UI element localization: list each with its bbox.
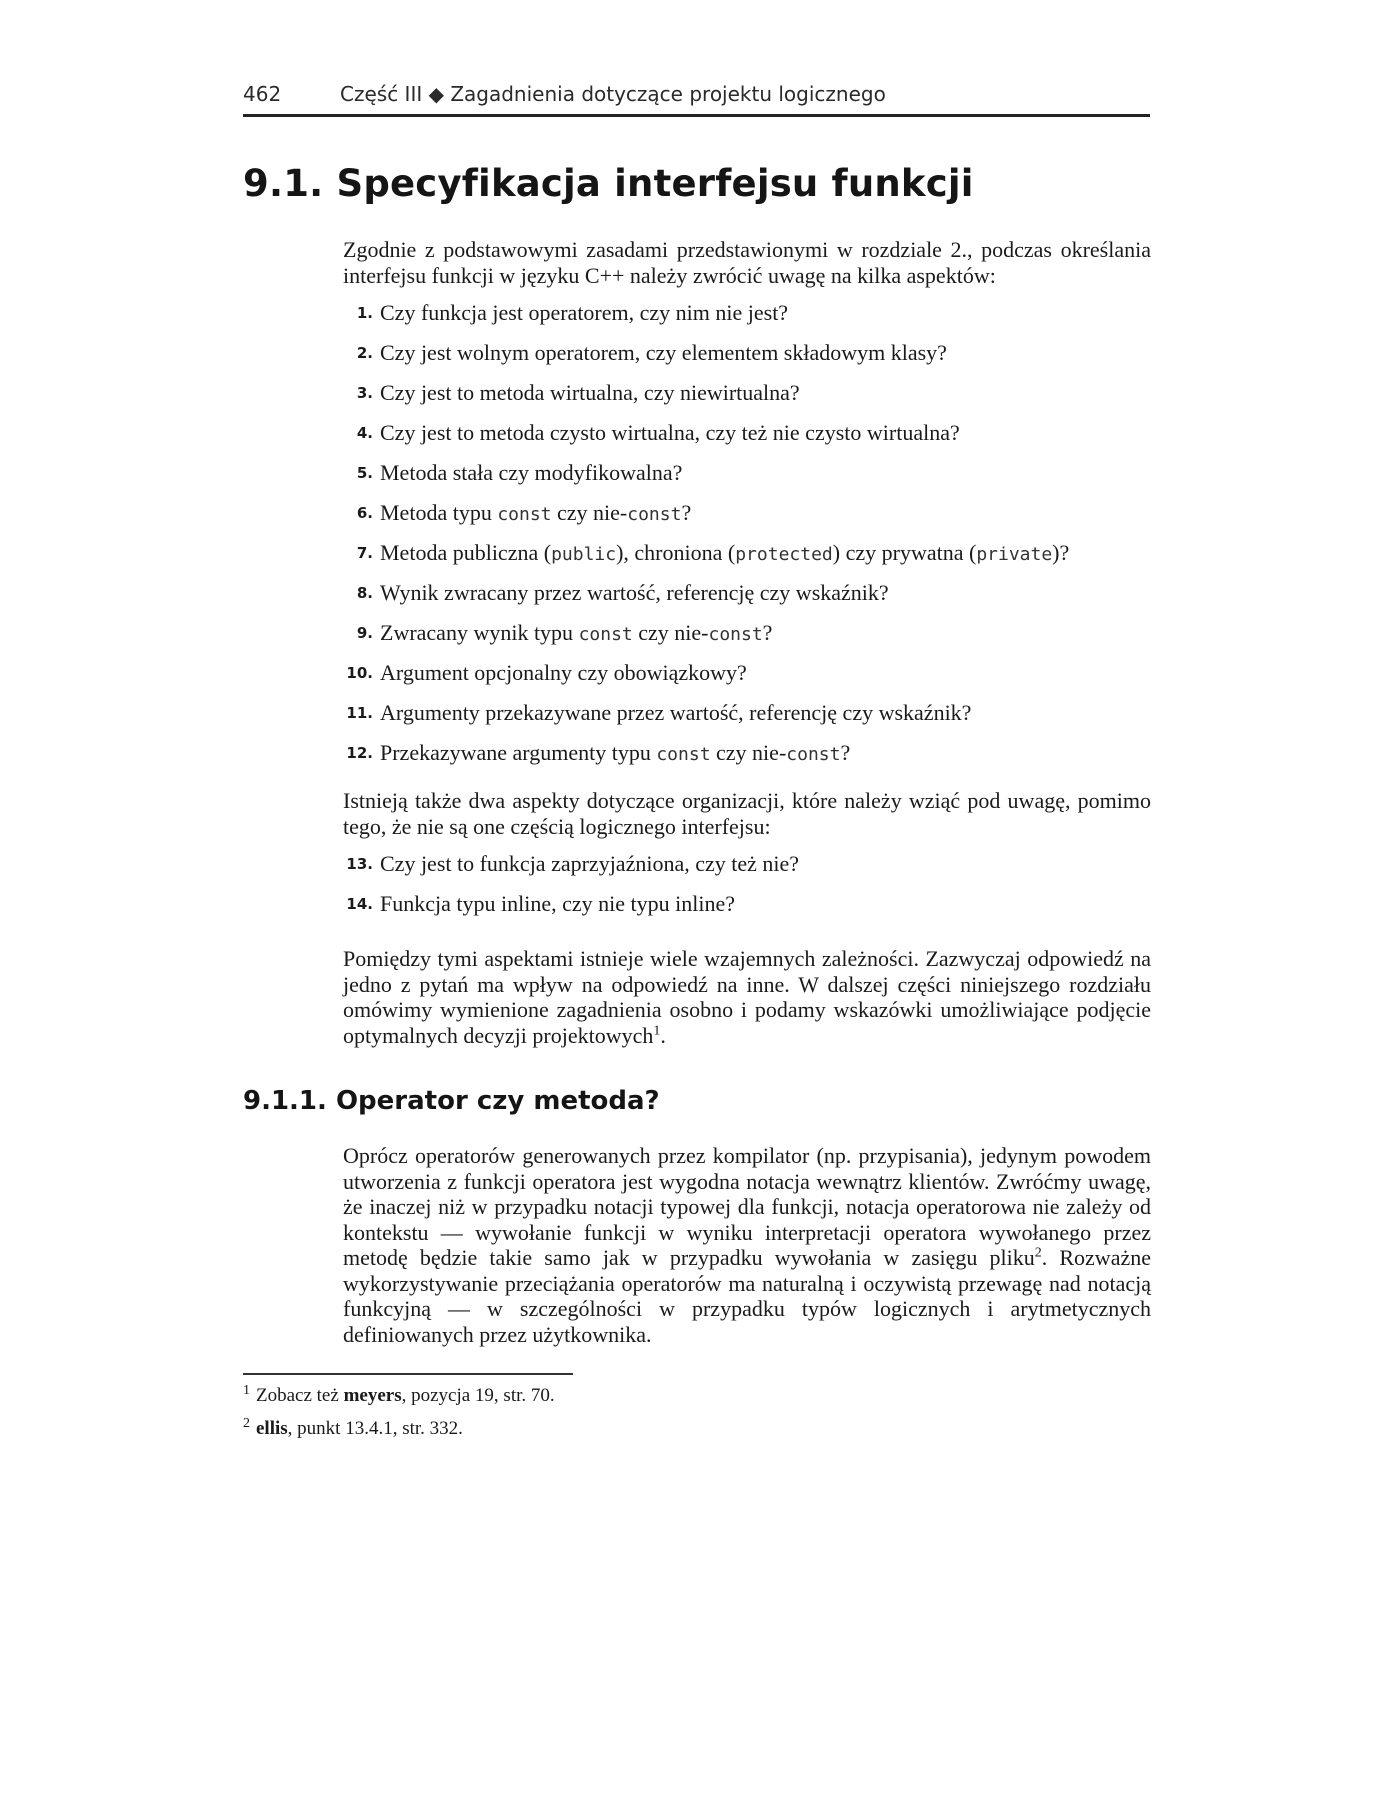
footnote: $^2$ ellis, punkt 13.4.1, str. 332. <box>243 1415 463 1439</box>
code-keyword: const <box>786 744 841 765</box>
footnotes <box>243 1383 555 1449</box>
list-item: 7 . Metoda publiczna (public), chroniona (protected) czy prywatna (private)? <box>343 540 1151 580</box>
list-item: 4 . Czy jest to metoda czysto wirtualna, czy też nie czysto wirtualna? <box>343 420 1151 460</box>
running-title: Część III ◆ Zagadnienia dotyczące projektu logicznego <box>340 82 886 106</box>
footnote: $^1$ Zobacz też meyers, pozycja 19, str. 70. <box>243 1382 555 1406</box>
list-item: 12 . Przekazywane argumenty typu const czy nie-const? <box>343 740 1151 780</box>
list-item: 11 . Argumenty przekazywane przez wartość, referencję czy wskaźnik? <box>343 700 1151 740</box>
code-keyword: const <box>656 744 711 765</box>
list-item: 2 . Czy jest wolnym operatorem, czy elementem składowym klasy? <box>343 340 1151 380</box>
summary-paragraph: Pomiędzy tymi aspektami istnieje wiele wzajemnych zależności. Zazwyczaj odpowiedź na jedno z pytań ma wpływ na odpowiedź na inne. W dalszej części niniejszego rozdziału omówimy wymienione zagadnienia osobno i podamy wskazówki umożliwiające podjęcie optymalnych decyzji projektowych$^1$. <box>343 946 1151 1048</box>
footnote-divider <box>243 1373 573 1375</box>
footnote-ref: 1 <box>653 1023 661 1039</box>
intro-paragraph: Zgodnie z podstawowymi zasadami przedstawionymi w rozdziale 2., podczas określania interfejsu funkcji w języku C++ należy zwrócić uwagę na kilka aspektów: <box>343 237 1151 288</box>
code-keyword: const <box>708 624 763 645</box>
code-keyword: const <box>497 504 552 525</box>
aspect-list <box>343 300 1151 780</box>
code-keyword: protected <box>735 544 833 565</box>
organization-paragraph: Istnieją także dwa aspekty dotyczące organizacji, które należy wziąć pod uwagę, pomimo tego, że nie są one częścią logicznego interfejsu: <box>343 788 1151 839</box>
list-item: 6 . Metoda typu const czy nie-const? <box>343 500 1151 540</box>
code-keyword: public <box>551 544 617 565</box>
page-number: 462 <box>243 82 282 106</box>
organization-list <box>343 851 1151 931</box>
code-keyword: private <box>976 544 1053 565</box>
subsection-title: 9.1.1. Operator czy metoda? <box>243 1086 660 1116</box>
operator-paragraph: Oprócz operatorów generowanych przez kompilator (np. przypisania), jedynym powodem utworzenia z funkcji operatora jest wygodna notacja wewnątrz klientów. Zwróćmy uwagę, że inaczej niż w przypadku notacji typowej dla funkcji, notacja operatorowa nie zależy od kontekstu — wywołanie funkcji w wyniku interpretacji operatora wywołanego przez metodę będzie takie samo jak w przypadku wywołania w zasięgu pliku$^2$. Rozważne wykorzystywanie przeciążania operatorów ma naturalną i oczywistą przewagę nad notacją funkcyjną — w szczególności w przypadku typów logicznych i arytmetycznych definiowanych przez użytkownika. <box>343 1143 1151 1347</box>
list-item: 9 . Zwracany wynik typu const czy nie-const? <box>343 620 1151 660</box>
section-title: 9.1. Specyfikacja interfejsu funkcji <box>243 162 974 205</box>
footnote-ref: 2 <box>1034 1245 1042 1261</box>
list-item: 3 . Czy jest to metoda wirtualna, czy niewirtualna? <box>343 380 1151 420</box>
list-item: 10 . Argument opcjonalny czy obowiązkowy? <box>343 660 1151 700</box>
list-item: 5 . Metoda stała czy modyfikowalna? <box>343 460 1151 500</box>
list-item: 14 . Funkcja typu inline, czy nie typu inline? <box>343 891 1151 931</box>
list-item: 1 . Czy funkcja jest operatorem, czy nim nie jest? <box>343 300 1151 340</box>
list-item: 8 . Wynik zwracany przez wartość, referencję czy wskaźnik? <box>343 580 1151 620</box>
list-item: 13 . Czy jest to funkcja zaprzyjaźniona, czy też nie? <box>343 851 1151 891</box>
code-keyword: const <box>578 624 633 645</box>
code-keyword: const <box>627 504 682 525</box>
running-header <box>243 82 1150 117</box>
